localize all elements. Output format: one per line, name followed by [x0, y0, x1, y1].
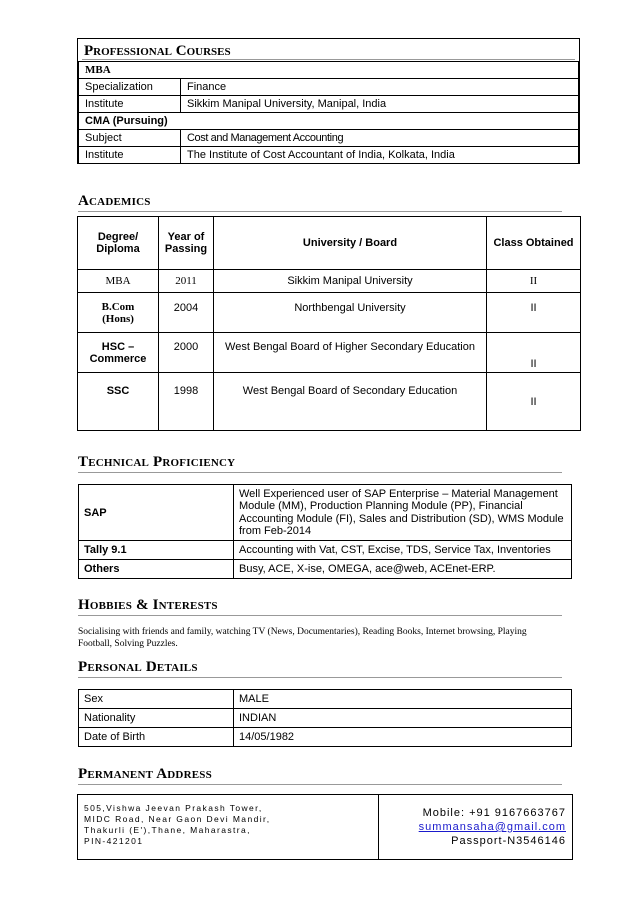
professional-courses-table: [78, 61, 579, 164]
address-heading: Permanent Address: [78, 766, 562, 785]
table-cell: Northbengal University: [214, 293, 487, 333]
table-cell: II: [487, 373, 581, 431]
address-box: [77, 794, 573, 860]
column-header: Degree/ Diploma: [78, 217, 159, 270]
table-cell: 2004: [159, 293, 214, 333]
row-label: Others: [79, 560, 234, 579]
table-cell: HSC – Commerce: [78, 333, 159, 373]
address-line: 505,Vishwa Jeevan Prakash Tower,: [84, 803, 263, 813]
table-cell: B.Com (Hons): [78, 293, 159, 333]
table-row: [79, 113, 579, 130]
column-header: University / Board: [214, 217, 487, 270]
table-cell: II: [487, 333, 581, 373]
row-value: 14/05/1982: [234, 728, 572, 747]
professional-courses-section: [77, 38, 580, 164]
table-row: [79, 485, 572, 541]
row-value: INDIAN: [234, 709, 572, 728]
table-cell: Sikkim Manipal University: [214, 270, 487, 293]
personal-heading: Personal Details: [78, 659, 562, 678]
table-row: [79, 709, 572, 728]
table-row: [78, 270, 581, 293]
row-value: Cost and Management Accounting: [181, 130, 579, 147]
column-header: Class Obtained: [487, 217, 581, 270]
table-cell: MBA: [78, 270, 159, 293]
table-row: [79, 560, 572, 579]
table-cell: 1998: [159, 373, 214, 431]
row-value: Finance: [181, 79, 579, 96]
table-header-row: [78, 217, 581, 270]
table-cell: II: [487, 270, 581, 293]
section-title: Professional Courses: [84, 43, 231, 59]
table-row: [79, 690, 572, 709]
row-label: Nationality: [79, 709, 234, 728]
divider: [378, 795, 379, 859]
row-label: Tally 9.1: [79, 541, 234, 560]
row-label: Specialization: [79, 79, 181, 96]
row-value: Well Experienced user of SAP Enterprise – Material Management Module (MM), Production Planning Module (PP), Financial Accounting Module (FI), Sales and Distribution (SD), WMS Module from Feb-2014: [234, 485, 572, 541]
table-cell: SSC: [78, 373, 159, 431]
table-row: [79, 541, 572, 560]
table-row: [78, 333, 581, 373]
table-cell: West Bengal Board of Secondary Education: [214, 373, 487, 431]
address-line: PIN-421201: [84, 836, 144, 846]
academics-heading: Academics: [78, 193, 562, 212]
table-cell: 2000: [159, 333, 214, 373]
row-label: Sex: [79, 690, 234, 709]
technical-table: [78, 484, 572, 579]
personal-table: [78, 689, 572, 747]
row-label: SAP: [79, 485, 234, 541]
group-label: MBA: [79, 62, 579, 79]
academics-table: [77, 216, 581, 431]
address-lines: [84, 803, 271, 847]
hobbies-heading: Hobbies & Interests: [78, 597, 562, 616]
table-cell: West Bengal Board of Higher Secondary Education: [214, 333, 487, 373]
table-row: [79, 96, 579, 113]
hobbies-text: Socialising with friends and family, watching TV (News, Documentaries), Reading Books, Internet browsing, Playing Football, Solving Puzzles.: [78, 627, 527, 649]
divider: [82, 59, 575, 60]
table-row: [79, 728, 572, 747]
row-label: Date of Birth: [79, 728, 234, 747]
mobile-number: Mobile: +91 9167663767: [422, 807, 566, 819]
table-row: [79, 62, 579, 79]
row-value: The Institute of Cost Accountant of India, Kolkata, India: [181, 147, 579, 164]
table-row: [79, 130, 579, 147]
row-label: Institute: [79, 147, 181, 164]
address-line: MIDC Road, Near Gaon Devi Mandir,: [84, 814, 271, 824]
table-row: [78, 373, 581, 431]
table-row: [78, 293, 581, 333]
table-cell: 2011: [159, 270, 214, 293]
address-line: Thakurli (E'),Thane, Maharastra,: [84, 825, 251, 835]
row-label: Institute: [79, 96, 181, 113]
table-cell: II: [487, 293, 581, 333]
email-link[interactable]: summansaha@gmail.com: [418, 821, 566, 833]
row-value: Busy, ACE, X-ise, OMEGA, ace@web, ACEnet-ERP.: [234, 560, 572, 579]
row-value: Accounting with Vat, CST, Excise, TDS, Service Tax, Inventories: [234, 541, 572, 560]
row-value: Sikkim Manipal University, Manipal, India: [181, 96, 579, 113]
row-label: Subject: [79, 130, 181, 147]
table-row: [79, 147, 579, 164]
technical-heading: Technical Proficiency: [78, 454, 562, 473]
column-header: Year of Passing: [159, 217, 214, 270]
table-row: [79, 79, 579, 96]
contact-info: [419, 806, 566, 848]
passport-number: Passport-N3546146: [451, 835, 566, 847]
group-label: CMA (Pursuing): [79, 113, 579, 130]
row-value: MALE: [234, 690, 572, 709]
